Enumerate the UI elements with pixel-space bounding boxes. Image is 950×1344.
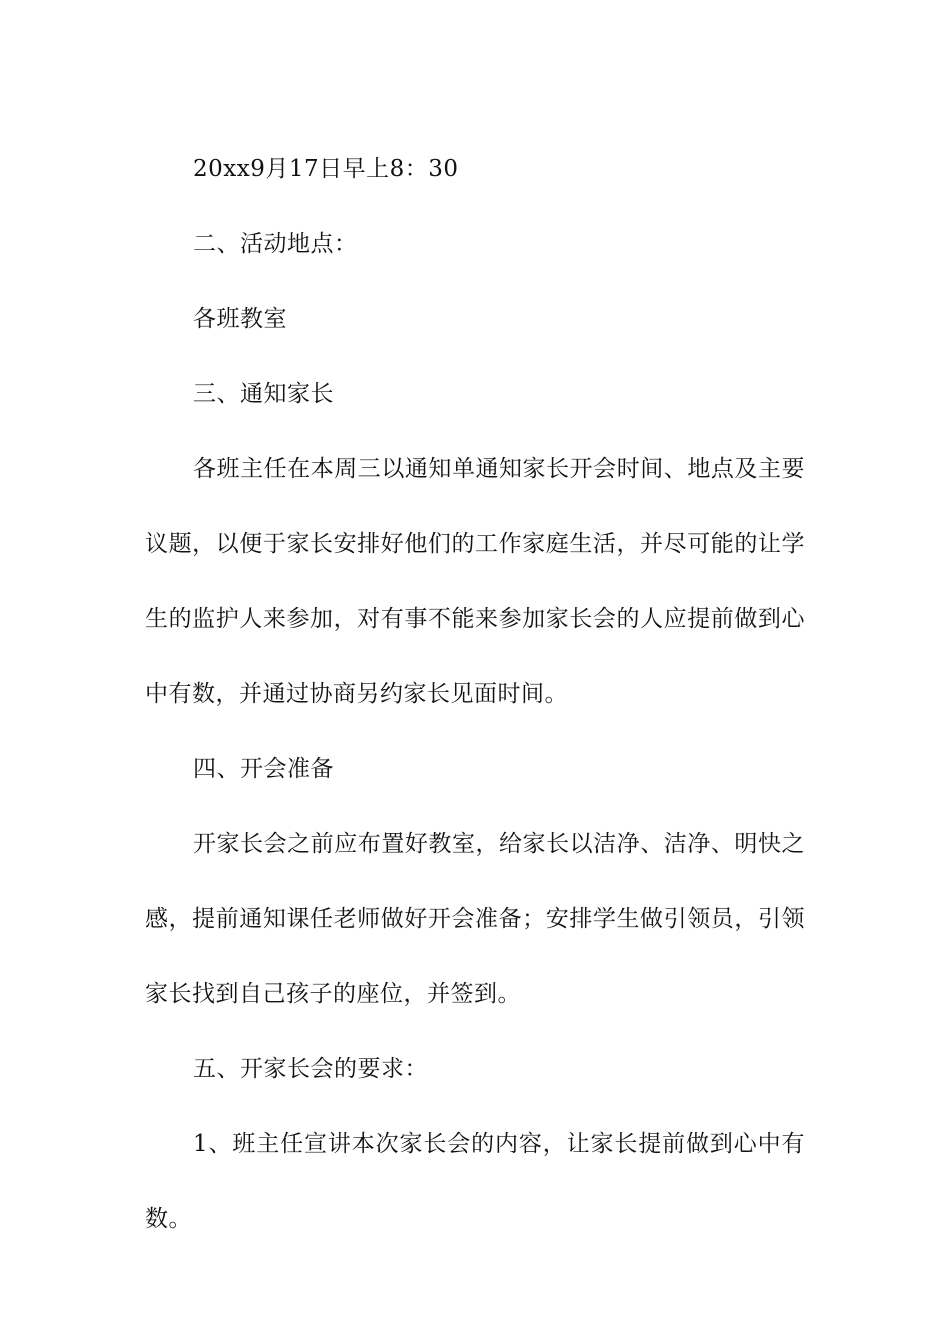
- meeting-preparation-paragraph: 开家长会之前应布置好教室，给家长以洁净、洁净、明快之感，提前通知课任老师做好开会准备；安排学生做引领员，引领家长找到自己孩子的座位，并签到。: [145, 831, 805, 1007]
- section-heading-location: 二、活动地点：: [193, 231, 358, 257]
- activity-time-text: 20xx9月17日早上8：30: [193, 156, 459, 182]
- section-heading-meeting-requirements: 五、开家长会的要求：: [193, 1056, 428, 1082]
- document-body: [145, 132, 805, 1257]
- section-heading-meeting-preparation: 四、开会准备: [193, 756, 334, 782]
- section-heading-notify-parents: 三、通知家长: [193, 381, 334, 407]
- notify-parents-paragraph: 各班主任在本周三以通知单通知家长开会时间、地点及主要议题，以便于家长安排好他们的工作家庭生活，并尽可能的让学生的监护人来参加，对有事不能来参加家长会的人应提前做到心中有数，并通过协商另约家长见面时间。: [145, 456, 805, 707]
- requirement-item-1: 1、班主任宣讲本次家长会的内容，让家长提前做到心中有数。: [145, 1131, 805, 1232]
- activity-location-text: 各班教室: [193, 306, 287, 332]
